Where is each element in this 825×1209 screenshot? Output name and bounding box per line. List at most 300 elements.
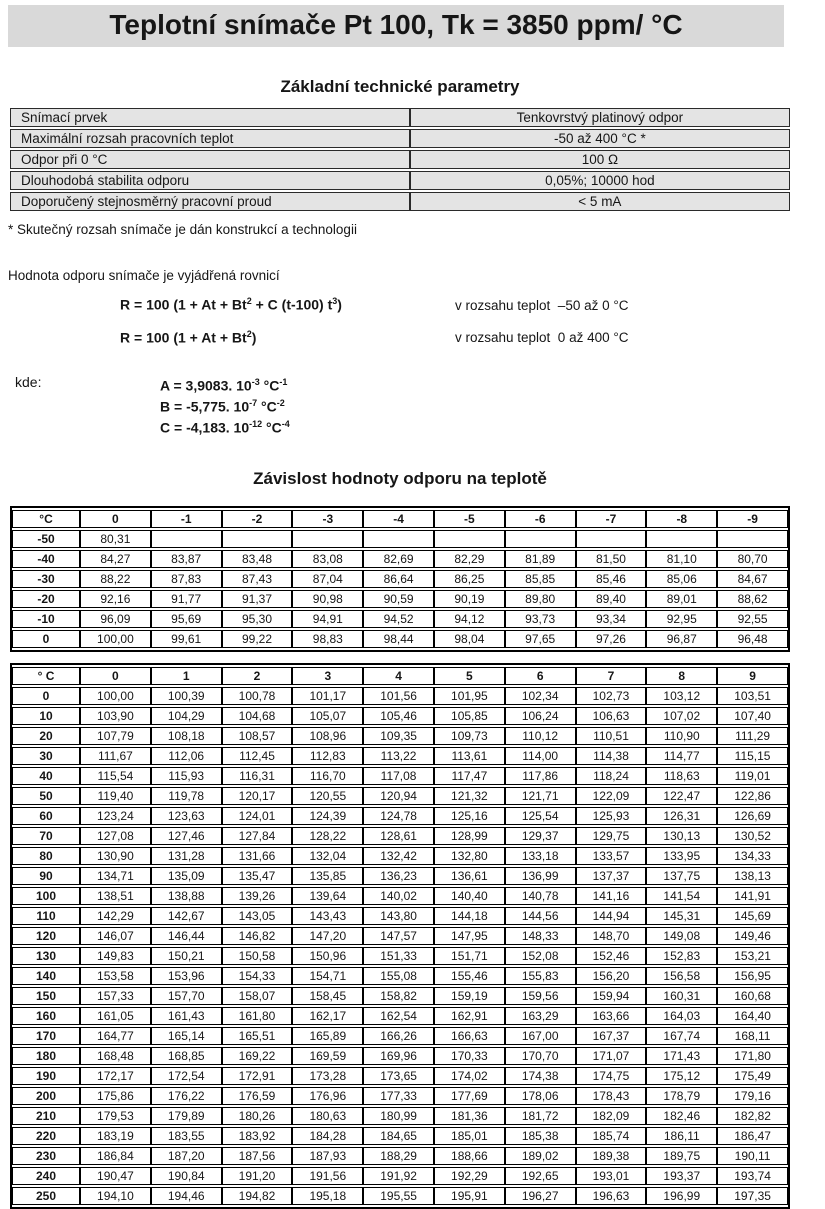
resistance-value: 157,70 xyxy=(151,987,222,1005)
resistance-table-positive xyxy=(10,663,790,1209)
resistance-value: 143,43 xyxy=(292,907,363,925)
resistance-value: 168,11 xyxy=(717,1027,788,1045)
resistance-value: 116,31 xyxy=(222,767,293,785)
resistance-value: 175,12 xyxy=(646,1067,717,1085)
digit-column-header: -5 xyxy=(434,510,505,528)
resistance-value: 103,12 xyxy=(646,687,717,705)
resistance-value: 197,35 xyxy=(717,1187,788,1205)
resistance-value: 91,37 xyxy=(222,590,293,608)
resistance-value: 196,99 xyxy=(646,1187,717,1205)
resistance-value: 180,99 xyxy=(363,1107,434,1125)
resistance-value: 149,08 xyxy=(646,927,717,945)
resistance-value: 108,18 xyxy=(151,727,222,745)
resistance-value: 131,28 xyxy=(151,847,222,865)
param-value: -50 až 400 °C * xyxy=(410,129,790,148)
resistance-value: 124,01 xyxy=(222,807,293,825)
resistance-value: 102,34 xyxy=(505,687,576,705)
resistance-value xyxy=(576,530,647,548)
row-temperature: 70 xyxy=(12,827,80,845)
temp-unit-header: °C xyxy=(12,510,80,528)
resistance-value: 148,33 xyxy=(505,927,576,945)
row-temperature: -30 xyxy=(12,570,80,588)
resistance-value: 84,27 xyxy=(80,550,151,568)
resistance-value: 193,01 xyxy=(576,1167,647,1185)
resistance-value: 158,45 xyxy=(292,987,363,1005)
param-row xyxy=(10,171,790,190)
resistance-value: 119,01 xyxy=(717,767,788,785)
datasheet-page xyxy=(0,5,825,1209)
resistance-value: 115,15 xyxy=(717,747,788,765)
resistance-value: 155,83 xyxy=(505,967,576,985)
resistance-value: 184,65 xyxy=(363,1127,434,1145)
resistance-value: 147,20 xyxy=(292,927,363,945)
table-row xyxy=(12,687,788,705)
equation-2-line xyxy=(0,329,825,346)
table-row xyxy=(12,947,788,965)
resistance-value: 94,12 xyxy=(434,610,505,628)
resistance-value: 100,78 xyxy=(222,687,293,705)
resistance-value: 83,48 xyxy=(222,550,293,568)
header-row xyxy=(12,667,788,685)
resistance-value: 140,40 xyxy=(434,887,505,905)
resistance-value: 107,02 xyxy=(646,707,717,725)
resistance-value: 176,96 xyxy=(292,1087,363,1105)
resistance-value: 144,94 xyxy=(576,907,647,925)
resistance-value: 168,85 xyxy=(151,1047,222,1065)
table-row xyxy=(12,767,788,785)
resistance-value: 128,61 xyxy=(363,827,434,845)
resistance-value xyxy=(646,530,717,548)
resistance-value: 171,07 xyxy=(576,1047,647,1065)
resistance-value: 125,54 xyxy=(505,807,576,825)
resistance-value: 96,87 xyxy=(646,630,717,648)
resistance-value: 179,89 xyxy=(151,1107,222,1125)
resistance-value: 90,19 xyxy=(434,590,505,608)
resistance-value: 156,95 xyxy=(717,967,788,985)
resistance-value: 187,93 xyxy=(292,1147,363,1165)
resistance-value: 172,54 xyxy=(151,1067,222,1085)
resistance-value: 144,18 xyxy=(434,907,505,925)
resistance-value: 92,16 xyxy=(80,590,151,608)
resistance-value: 100,39 xyxy=(151,687,222,705)
table-row xyxy=(12,610,788,628)
resistance-value: 192,29 xyxy=(434,1167,505,1185)
digit-column-header: -9 xyxy=(717,510,788,528)
param-label: Doporučený stejnosměrný pracovní proud xyxy=(10,192,410,211)
resistance-value: 147,57 xyxy=(363,927,434,945)
resistance-value: 175,86 xyxy=(80,1087,151,1105)
resistance-value: 114,00 xyxy=(505,747,576,765)
resistance-value: 163,66 xyxy=(576,1007,647,1025)
resistance-value: 148,70 xyxy=(576,927,647,945)
row-temperature: 170 xyxy=(12,1027,80,1045)
digit-column-header: 4 xyxy=(363,667,434,685)
resistance-value: 171,43 xyxy=(646,1047,717,1065)
resistance-value xyxy=(717,530,788,548)
resistance-value: 92,55 xyxy=(717,610,788,628)
table-row xyxy=(12,967,788,985)
resistance-value: 151,71 xyxy=(434,947,505,965)
resistance-value: 153,21 xyxy=(717,947,788,965)
resistance-value: 102,73 xyxy=(576,687,647,705)
resistance-value: 113,61 xyxy=(434,747,505,765)
resistance-value: 161,05 xyxy=(80,1007,151,1025)
resistance-value: 98,44 xyxy=(363,630,434,648)
resistance-value: 167,37 xyxy=(576,1027,647,1045)
table-row xyxy=(12,847,788,865)
row-temperature: 80 xyxy=(12,847,80,865)
resistance-value: 169,22 xyxy=(222,1047,293,1065)
resistance-value: 189,02 xyxy=(505,1147,576,1165)
resistance-value: 97,65 xyxy=(505,630,576,648)
resistance-value: 150,96 xyxy=(292,947,363,965)
resistance-value: 180,63 xyxy=(292,1107,363,1125)
table-row xyxy=(12,727,788,745)
resistance-value: 92,95 xyxy=(646,610,717,628)
equation-1-formula: R = 100 ($1 + At + Bt^2 + C$ (t-100) $t^3$) xyxy=(120,296,342,313)
resistance-value: 186,84 xyxy=(80,1147,151,1165)
resistance-value: 156,58 xyxy=(646,967,717,985)
row-temperature: -50 xyxy=(12,530,80,548)
table-row xyxy=(12,570,788,588)
params-section-heading: Základní technické parametry xyxy=(280,77,520,96)
row-temperature: 160 xyxy=(12,1007,80,1025)
resistance-value: 186,11 xyxy=(646,1127,717,1145)
resistance-value: 149,83 xyxy=(80,947,151,965)
digit-column-header: -6 xyxy=(505,510,576,528)
row-temperature: 0 xyxy=(12,687,80,705)
resistance-value: 93,73 xyxy=(505,610,576,628)
resistance-value: 135,85 xyxy=(292,867,363,885)
resistance-value: 90,59 xyxy=(363,590,434,608)
resistance-value: 152,08 xyxy=(505,947,576,965)
resistance-value: 190,47 xyxy=(80,1167,151,1185)
resistance-value: 178,06 xyxy=(505,1087,576,1105)
resistance-value: 169,59 xyxy=(292,1047,363,1065)
table-row xyxy=(12,1067,788,1085)
digit-column-header: 1 xyxy=(151,667,222,685)
resistance-value: 182,82 xyxy=(717,1107,788,1125)
resistance-value: 140,02 xyxy=(363,887,434,905)
resistance-value: 128,22 xyxy=(292,827,363,845)
param-value: < 5 mA xyxy=(410,192,790,211)
resistance-value: 165,89 xyxy=(292,1027,363,1045)
resistance-value: 183,92 xyxy=(222,1127,293,1145)
resistance-value: 146,82 xyxy=(222,927,293,945)
resistance-value: 140,78 xyxy=(505,887,576,905)
resistance-value: 111,67 xyxy=(80,747,151,765)
resistance-value: 101,17 xyxy=(292,687,363,705)
resistance-value: 155,46 xyxy=(434,967,505,985)
row-temperature: 130 xyxy=(12,947,80,965)
resistance-value: 165,14 xyxy=(151,1027,222,1045)
row-temperature: 230 xyxy=(12,1147,80,1165)
resistance-value xyxy=(222,530,293,548)
resistance-value: 94,52 xyxy=(363,610,434,628)
row-temperature: 40 xyxy=(12,767,80,785)
resistance-value: 141,91 xyxy=(717,887,788,905)
resistance-value: 158,07 xyxy=(222,987,293,1005)
resistance-value: 130,13 xyxy=(646,827,717,845)
resistance-value: 145,69 xyxy=(717,907,788,925)
resistance-value: 193,74 xyxy=(717,1167,788,1185)
resistance-value: 127,46 xyxy=(151,827,222,845)
param-value: 0,05%; 10000 hod xyxy=(410,171,790,190)
resistance-value: 126,69 xyxy=(717,807,788,825)
resistance-value: 114,38 xyxy=(576,747,647,765)
resistance-value: 149,46 xyxy=(717,927,788,945)
resistance-value: 123,24 xyxy=(80,807,151,825)
resistance-value: 134,71 xyxy=(80,867,151,885)
resistance-value: 143,80 xyxy=(363,907,434,925)
resistance-value: 141,16 xyxy=(576,887,647,905)
resistance-value: 139,26 xyxy=(222,887,293,905)
resistance-value: 176,59 xyxy=(222,1087,293,1105)
digit-column-header: 5 xyxy=(434,667,505,685)
resistance-value: 100,00 xyxy=(80,630,151,648)
resistance-value: 87,83 xyxy=(151,570,222,588)
resistance-value: 180,26 xyxy=(222,1107,293,1125)
resistance-value: 97,26 xyxy=(576,630,647,648)
resistance-value: 171,80 xyxy=(717,1047,788,1065)
resistance-value: 185,74 xyxy=(576,1127,647,1145)
resistance-value: 182,09 xyxy=(576,1107,647,1125)
resistance-value: 108,96 xyxy=(292,727,363,745)
resistance-value: 185,01 xyxy=(434,1127,505,1145)
resistance-value: 96,09 xyxy=(80,610,151,628)
resistance-value: 80,31 xyxy=(80,530,151,548)
row-temperature: 100 xyxy=(12,887,80,905)
resistance-value: 188,29 xyxy=(363,1147,434,1165)
resistance-value: 161,43 xyxy=(151,1007,222,1025)
resistance-value: 103,90 xyxy=(80,707,151,725)
resistance-value: 107,79 xyxy=(80,727,151,745)
resistance-value: 94,91 xyxy=(292,610,363,628)
resistance-value: 124,39 xyxy=(292,807,363,825)
resistance-value: 107,40 xyxy=(717,707,788,725)
resistance-value: 134,33 xyxy=(717,847,788,865)
resistance-value: 161,80 xyxy=(222,1007,293,1025)
resistance-value xyxy=(151,530,222,548)
resistance-value: 170,33 xyxy=(434,1047,505,1065)
table-row xyxy=(12,1127,788,1145)
equation-1-line xyxy=(0,296,825,313)
resistance-value: 186,47 xyxy=(717,1127,788,1145)
digit-column-header: 8 xyxy=(646,667,717,685)
resistance-value: 129,37 xyxy=(505,827,576,845)
row-temperature: 210 xyxy=(12,1107,80,1125)
resistance-value: 173,65 xyxy=(363,1067,434,1085)
equation-2-formula: R = 100 $(1 + At + Bt^2)$ xyxy=(120,328,257,346)
resistance-value: 95,30 xyxy=(222,610,293,628)
resistance-value: 165,51 xyxy=(222,1027,293,1045)
resistance-value: 81,89 xyxy=(505,550,576,568)
resistance-value: 190,11 xyxy=(717,1147,788,1165)
row-temperature: 150 xyxy=(12,987,80,1005)
resistance-value: 196,27 xyxy=(505,1187,576,1205)
resistance-value: 124,78 xyxy=(363,807,434,825)
constant-a: A = 3,9083. $10^{-3}$ $^\circ C^{-1}$ xyxy=(160,377,288,394)
resistance-value: 183,19 xyxy=(80,1127,151,1145)
resistance-value: 192,65 xyxy=(505,1167,576,1185)
resistance-value: 179,53 xyxy=(80,1107,151,1125)
resistance-value: 164,77 xyxy=(80,1027,151,1045)
resistance-value: 103,51 xyxy=(717,687,788,705)
resistance-section-heading: Závislost hodnoty odporu na teplotě xyxy=(253,469,547,489)
resistance-value: 104,68 xyxy=(222,707,293,725)
resistance-value: 153,96 xyxy=(151,967,222,985)
resistance-value: 82,69 xyxy=(363,550,434,568)
resistance-value: 193,37 xyxy=(646,1167,717,1185)
digit-column-header: -2 xyxy=(222,510,293,528)
resistance-value: 117,86 xyxy=(505,767,576,785)
resistance-value: 125,93 xyxy=(576,807,647,825)
digit-column-header: 9 xyxy=(717,667,788,685)
resistance-value: 166,26 xyxy=(363,1027,434,1045)
digit-column-header: 0 xyxy=(80,667,151,685)
resistance-value: 100,00 xyxy=(80,687,151,705)
resistance-value: 85,85 xyxy=(505,570,576,588)
resistance-value: 95,69 xyxy=(151,610,222,628)
resistance-value: 150,21 xyxy=(151,947,222,965)
table-row xyxy=(12,827,788,845)
temp-unit-header: ° C xyxy=(12,667,80,685)
resistance-value: 195,18 xyxy=(292,1187,363,1205)
resistance-value: 158,82 xyxy=(363,987,434,1005)
resistance-value: 191,56 xyxy=(292,1167,363,1185)
table-row xyxy=(12,787,788,805)
table-row xyxy=(12,1047,788,1065)
resistance-value: 139,64 xyxy=(292,887,363,905)
resistance-value: 166,63 xyxy=(434,1027,505,1045)
resistance-value: 89,40 xyxy=(576,590,647,608)
resistance-value: 181,72 xyxy=(505,1107,576,1125)
resistance-value: 114,77 xyxy=(646,747,717,765)
resistance-value: 194,46 xyxy=(151,1187,222,1205)
table-row xyxy=(12,1147,788,1165)
resistance-value: 184,28 xyxy=(292,1127,363,1145)
resistance-value: 83,87 xyxy=(151,550,222,568)
header-row xyxy=(12,510,788,528)
resistance-value: 132,42 xyxy=(363,847,434,865)
resistance-value: 80,70 xyxy=(717,550,788,568)
resistance-value: 141,54 xyxy=(646,887,717,905)
param-row xyxy=(10,129,790,148)
table-row xyxy=(12,1107,788,1125)
table-row xyxy=(12,1027,788,1045)
row-temperature: 110 xyxy=(12,907,80,925)
resistance-value: 130,52 xyxy=(717,827,788,845)
resistance-value: 89,80 xyxy=(505,590,576,608)
row-temperature: 220 xyxy=(12,1127,80,1145)
params-table xyxy=(10,106,790,213)
resistance-value: 194,10 xyxy=(80,1187,151,1205)
resistance-value: 174,02 xyxy=(434,1067,505,1085)
resistance-value: 101,95 xyxy=(434,687,505,705)
resistance-value: 82,29 xyxy=(434,550,505,568)
equation-1-range: v rozsahu teplot –50 až 0 °C xyxy=(455,297,629,313)
resistance-value: 120,17 xyxy=(222,787,293,805)
resistance-value: 83,08 xyxy=(292,550,363,568)
resistance-value: 179,16 xyxy=(717,1087,788,1105)
resistance-value: 155,08 xyxy=(363,967,434,985)
table-row xyxy=(12,1167,788,1185)
resistance-value: 112,06 xyxy=(151,747,222,765)
resistance-value: 156,20 xyxy=(576,967,647,985)
row-temperature: -20 xyxy=(12,590,80,608)
digit-column-header: 2 xyxy=(222,667,293,685)
resistance-value: 167,74 xyxy=(646,1027,717,1045)
resistance-value: 120,94 xyxy=(363,787,434,805)
resistance-value: 133,57 xyxy=(576,847,647,865)
resistance-value: 170,70 xyxy=(505,1047,576,1065)
constant-b: B = -5,775. $10^{-7}$ $^\circ C^{-2}$ xyxy=(160,397,285,415)
resistance-value: 146,44 xyxy=(151,927,222,945)
resistance-value: 117,08 xyxy=(363,767,434,785)
resistance-value: 154,71 xyxy=(292,967,363,985)
resistance-value: 86,25 xyxy=(434,570,505,588)
resistance-value: 122,86 xyxy=(717,787,788,805)
resistance-value: 112,83 xyxy=(292,747,363,765)
resistance-value: 110,51 xyxy=(576,727,647,745)
resistance-value: 159,94 xyxy=(576,987,647,1005)
resistance-value: 110,12 xyxy=(505,727,576,745)
resistance-value: 153,58 xyxy=(80,967,151,985)
resistance-value: 176,22 xyxy=(151,1087,222,1105)
range-footnote: * Skutečný rozsah snímače je dán konstrukcí a technologii xyxy=(8,222,357,237)
resistance-value: 109,35 xyxy=(363,727,434,745)
resistance-value: 138,88 xyxy=(151,887,222,905)
resistance-value: 144,56 xyxy=(505,907,576,925)
resistance-value: 188,66 xyxy=(434,1147,505,1165)
resistance-value: 137,75 xyxy=(646,867,717,885)
resistance-table-negative xyxy=(10,506,790,652)
resistance-value: 159,19 xyxy=(434,987,505,1005)
resistance-value: 185,38 xyxy=(505,1127,576,1145)
resistance-value: 81,50 xyxy=(576,550,647,568)
row-temperature: -40 xyxy=(12,550,80,568)
resistance-value: 152,46 xyxy=(576,947,647,965)
digit-column-header: -7 xyxy=(576,510,647,528)
resistance-value: 122,09 xyxy=(576,787,647,805)
resistance-value: 163,29 xyxy=(505,1007,576,1025)
row-temperature: 90 xyxy=(12,867,80,885)
resistance-value: 108,57 xyxy=(222,727,293,745)
row-temperature: 30 xyxy=(12,747,80,765)
row-temperature: 250 xyxy=(12,1187,80,1205)
resistance-value: 162,54 xyxy=(363,1007,434,1025)
resistance-value: 112,45 xyxy=(222,747,293,765)
resistance-value: 160,31 xyxy=(646,987,717,1005)
resistance-value: 137,37 xyxy=(576,867,647,885)
resistance-value: 88,22 xyxy=(80,570,151,588)
resistance-value xyxy=(505,530,576,548)
table-row xyxy=(12,707,788,725)
resistance-value: 105,46 xyxy=(363,707,434,725)
resistance-value: 168,48 xyxy=(80,1047,151,1065)
resistance-value: 85,06 xyxy=(646,570,717,588)
row-temperature: 50 xyxy=(12,787,80,805)
resistance-value: 172,91 xyxy=(222,1067,293,1085)
resistance-value: 172,17 xyxy=(80,1067,151,1085)
resistance-value: 174,38 xyxy=(505,1067,576,1085)
resistance-value: 118,63 xyxy=(646,767,717,785)
resistance-value: 138,51 xyxy=(80,887,151,905)
resistance-value: 183,55 xyxy=(151,1127,222,1145)
digit-column-header: 7 xyxy=(576,667,647,685)
resistance-value: 175,49 xyxy=(717,1067,788,1085)
resistance-value: 159,56 xyxy=(505,987,576,1005)
